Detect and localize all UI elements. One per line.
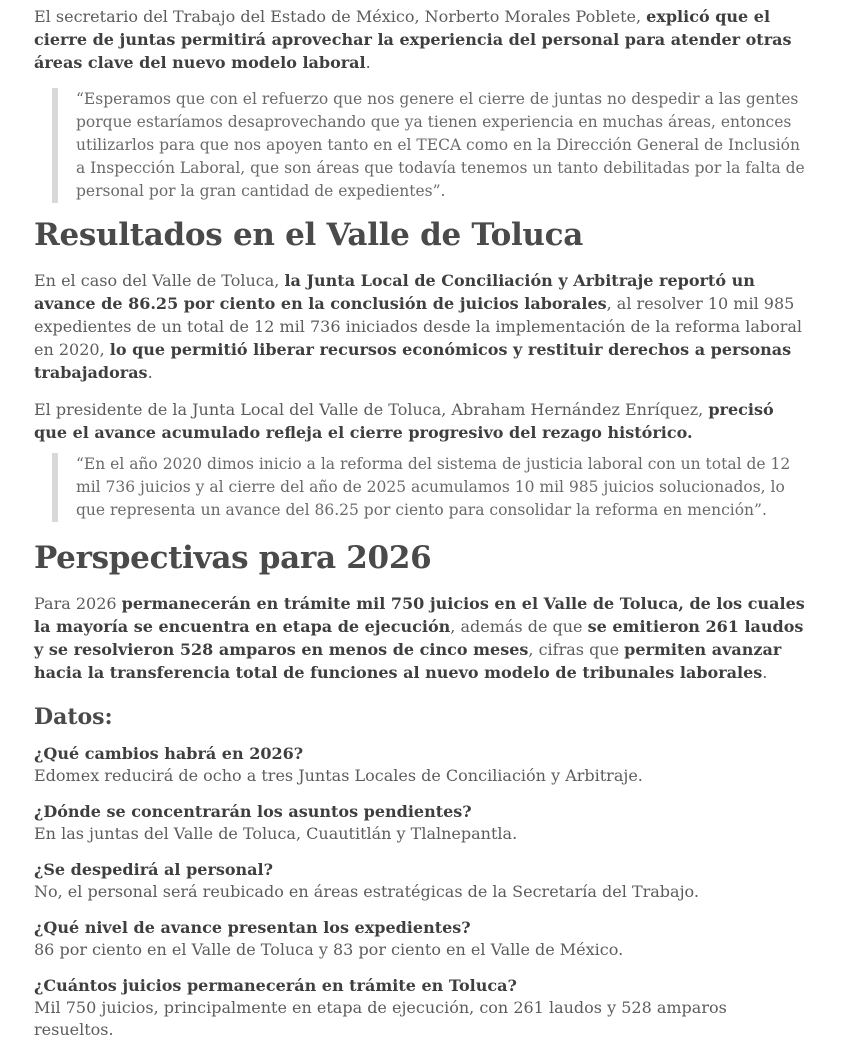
- persp-text-3: , cifras que: [528, 640, 625, 659]
- results-p1-text-2: , al resolver 10 mil 985 expedientes de un total de 12 mil 736 iniciados desde la implementación de la reforma laboral en 2020,: [34, 294, 803, 359]
- faq-question: ¿Qué nivel de avance presentan los expedientes?: [34, 918, 471, 937]
- intro-paragraph: [34, 0, 809, 74]
- persp-bold-3: permiten avanzar hacia la transferencia total de funciones al nuevo modelo de tribunales laborales: [34, 640, 782, 682]
- section-title-perspectives: Perspectivas para 2026: [34, 540, 432, 576]
- faq-answer: En las juntas del Valle de Toluca, Cuautitlán y Tlalnepantla.: [34, 824, 518, 843]
- quote-secretary-text: “Esperamos que con el refuerzo que nos genere el cierre de juntas no despedir a las gentes porque estaríamos desaprovechando que ya tienen experiencia en muchas áreas, entonces utilizarlos para que nos apoyen tanto en el TECA como en la Dirección General de Inclusión a Inspección Laboral, que son áreas que todavía tenemos un tanto debilitadas por la falta de personal por la gran cantidad de expedientes”.: [76, 90, 805, 200]
- faq-question: ¿Cuántos juicios permanecerán en trámite en Toluca?: [34, 976, 517, 995]
- faq-question: ¿Dónde se concentrarán los asuntos pendientes?: [34, 802, 472, 821]
- blockquote-president: [52, 453, 809, 522]
- results-p2-text-1: El presidente de la Junta Local del Valle de Toluca, Abraham Hernández Enríquez,: [34, 400, 709, 419]
- results-p1-text-3: .: [147, 363, 153, 382]
- persp-bold-2: se emitieron 261 laudos y se resolvieron 528 amparos en menos de cinco meses: [34, 617, 804, 659]
- datos-heading: Datos:: [34, 704, 113, 730]
- results-p1-bold-2: lo que permitió liberar recursos económicos y restituir derechos a personas trabajadoras: [34, 340, 792, 382]
- persp-text-1: Para 2026: [34, 594, 122, 613]
- results-p2-bold-1: precisó que el avance acumulado refleja el cierre progresivo del rezago histórico.: [34, 400, 774, 442]
- intro-text-1: El secretario del Trabajo del Estado de México, Norberto Morales Poblete,: [34, 7, 647, 26]
- persp-text-4: .: [762, 663, 768, 682]
- faq-question: ¿Qué cambios habrá en 2026?: [34, 744, 304, 763]
- faq-answer: 86 por ciento en el Valle de Toluca y 83 por ciento en el Valle de México.: [34, 940, 624, 959]
- blockquote-secretary: [52, 88, 809, 203]
- faq-item: [34, 859, 809, 903]
- faq-answer: Mil 750 juicios, principalmente en etapa de ejecución, con 261 laudos y 528 amparos resueltos.: [34, 998, 727, 1039]
- faq-item: [34, 743, 809, 787]
- faq-item: [34, 917, 809, 961]
- faq-item: [34, 801, 809, 845]
- faq-answer: Edomex reducirá de ocho a tres Juntas Locales de Conciliación y Arbitraje.: [34, 766, 643, 785]
- persp-bold-1: permanecerán en trámite mil 750 juicios en el Valle de Toluca, de los cuales la mayoría se encuentra en etapa de ejecución: [34, 594, 805, 636]
- faq-item: [34, 975, 809, 1041]
- results-paragraph-1: [34, 269, 809, 384]
- intro-bold-1: explicó que el cierre de juntas permitirá aprovechar la experiencia del personal para atender otras áreas clave del nuevo modelo laboral: [34, 7, 792, 72]
- intro-text-2: .: [365, 53, 371, 72]
- results-p1-bold-1: la Junta Local de Conciliación y Arbitraje reportó un avance de 86.25 por ciento en la conclusión de juicios laborales: [34, 271, 755, 313]
- results-paragraph-2: [34, 398, 809, 444]
- perspectives-paragraph: [34, 592, 809, 684]
- persp-text-2: , además de que: [450, 617, 588, 636]
- quote-president-text: “En el año 2020 dimos inicio a la reforma del sistema de justicia laboral con un total de 12 mil 736 juicios y al cierre del año de 2025 acumulamos 10 mil 985 juicios solucionados, lo que representa un avance del 86.25 por ciento para consolidar la reforma en mención”.: [76, 455, 791, 519]
- results-p1-text-1: En el caso del Valle de Toluca,: [34, 271, 285, 290]
- faq-answer: No, el personal será reubicado en áreas estratégicas de la Secretaría del Trabajo.: [34, 882, 699, 901]
- faq-question: ¿Se despedirá al personal?: [34, 860, 273, 879]
- section-title-results: Resultados en el Valle de Toluca: [34, 217, 584, 253]
